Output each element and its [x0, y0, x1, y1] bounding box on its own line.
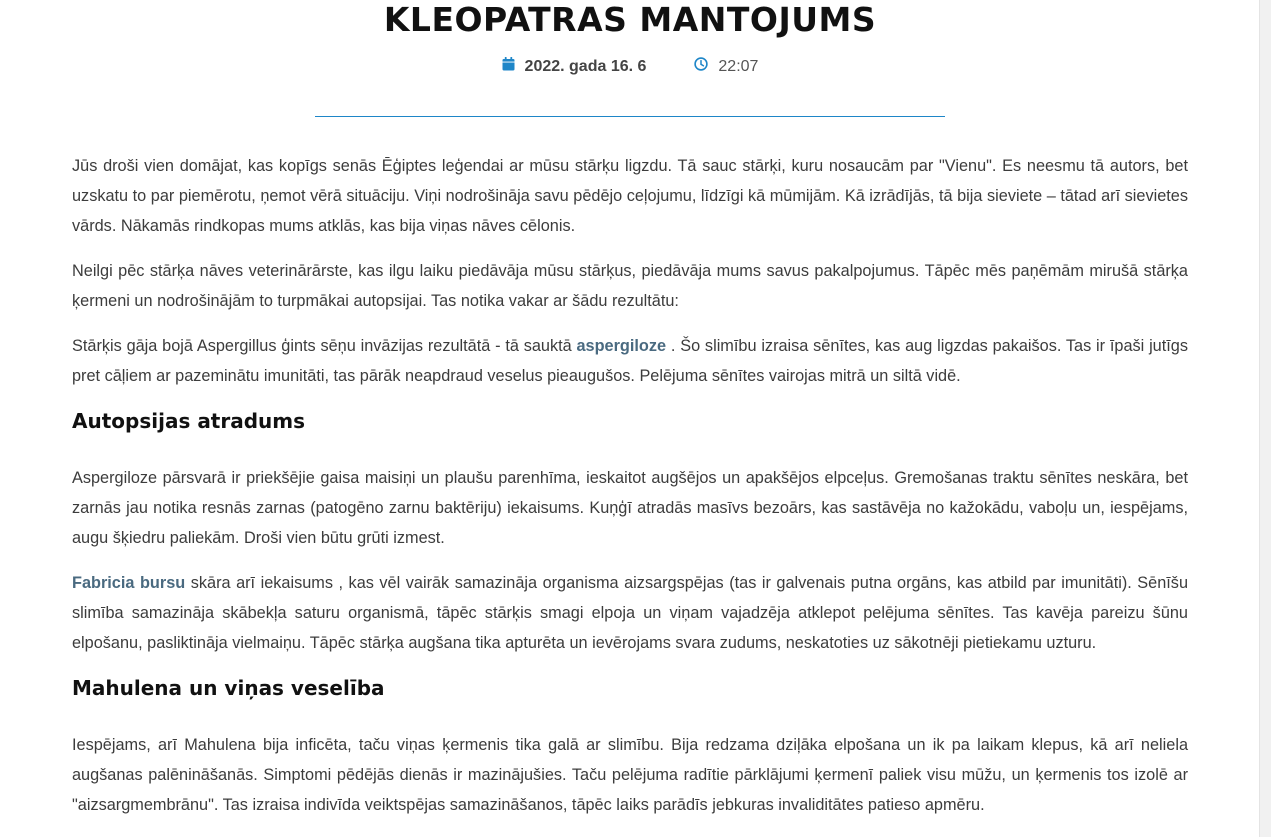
paragraph: Iespējams, arī Mahulena bija inficēta, taču viņas ķermenis tika galā ar slimību. Bija redzama dziļāka elpošana un ik pa laikam klepus, kā arī neliela augšanas palēnināšanās. Simptomi pēdējās dienās ir mazinājušies. Taču pelējuma radītie pārklājumi ķermenī paliek visu mūžu, un ķermenis tos izolē ar "aizsargmembrānu". Tas izraisa indivīda veiktspējas samazināšanos, tāpēc laiks parādīs jebkuras invaliditātes patieso apmēru.	[72, 736, 1188, 814]
aspergiloze-link[interactable]: aspergiloze	[576, 337, 667, 355]
article-body	[72, 151, 1188, 835]
post-time	[694, 57, 758, 76]
paragraph-text: skāra arī iekaisums , kas vēl vairāk samazināja organisma aizsargspējas (tas ir galvenais putna orgāns, kas atbild par imunitāti). Sēnīšu slimība samazināja skābekļa saturu organismā, tāpēc stārķis smagi elpoja un viņam vajadzēja atklepot pelējuma sēnītes. Tas kavēja pareizu šūnu elpošanu, pasliktināja vielmaiņu. Tāpēc stārķa augšana tika apturēta un ievērojams svara zudums, neskatoties uz sākotnēji pietiekamu uzturu.	[72, 574, 1188, 652]
page-title: KLEOPATRAS MANTOJUMS	[383, 0, 877, 39]
scrollbar-track[interactable]	[1259, 0, 1271, 837]
date-text: 2022. gada 16. 6	[524, 57, 647, 75]
paragraph: Neilgi pēc stārķa nāves veterinārārste, kas ilgu laiku piedāvāja mūsu stārķus, piedāvāja mums savus pakalpojumus. Tāpēc mēs paņēmām mirušā stārķa ķermeni un nodrošinājām to turpmākai autopsijai. Tas notika vakar ar šādu rezultātu:	[72, 262, 1188, 310]
paragraph: Jūs droši vien domājat, kas kopīgs senās Ēģiptes leģendai ar mūsu stārķu ligzdu. Tā sauc stārķi, kuru nosaucām par "Vienu". Es neesmu tā autors, bet uzskatu to par piemērotu, ņemot vērā situāciju. Viņi nodrošināja savu pēdējo ceļojumu, līdzīgi kā mūmijām. Kā izrādījās, tā bija sieviete – tātad arī sievietes vārds. Nākamās rindkopas mums atklās, kas bija viņas nāves cēlonis.	[72, 157, 1188, 235]
paragraph-text: . Šo slimību izraisa sēnītes, kas aug ligzdas pakaišos. Tas ir īpaši jutīgs pret cāļiem ar pazeminātu imunitāti, tas pārāk neapdraud veselus pieaugušos. Pelējuma sēnītes vairojas mitrā un siltā vidē.	[72, 337, 1188, 385]
paragraph	[72, 568, 1188, 658]
post-meta	[72, 57, 1188, 76]
time-text: 22:07	[718, 57, 759, 75]
section-heading-autopsy: Autopsijas atradums	[72, 409, 306, 433]
title-divider	[315, 116, 945, 117]
section-heading-mahulena: Mahulena un viņas veselība	[72, 676, 385, 700]
paragraph	[72, 331, 1188, 391]
clock-icon	[694, 57, 708, 76]
fabricia-bursu-link[interactable]: Fabricia bursu	[72, 574, 186, 592]
paragraph: Aspergiloze pārsvarā ir priekšējie gaisa maisiņi un plaušu parenhīma, ieskaitot augšējos un apakšējos elpceļus. Gremošanas traktu sēnītes neskāra, bet zarnās jau notika resnās zarnas (patogēno zarnu baktēriju) iekaisums. Kuņģī atradās masīvs bezoārs, kas sastāvēja no kažokādu, vaboļu un, iespējams, augu šķiedru paliekām. Droši vien būtu grūti izmest.	[72, 469, 1188, 547]
paragraph-text: Stārķis gāja bojā Aspergillus ģints sēņu invāzijas rezultātā - tā sauktā	[72, 337, 577, 355]
calendar-icon	[502, 57, 515, 76]
post-date	[502, 57, 647, 76]
